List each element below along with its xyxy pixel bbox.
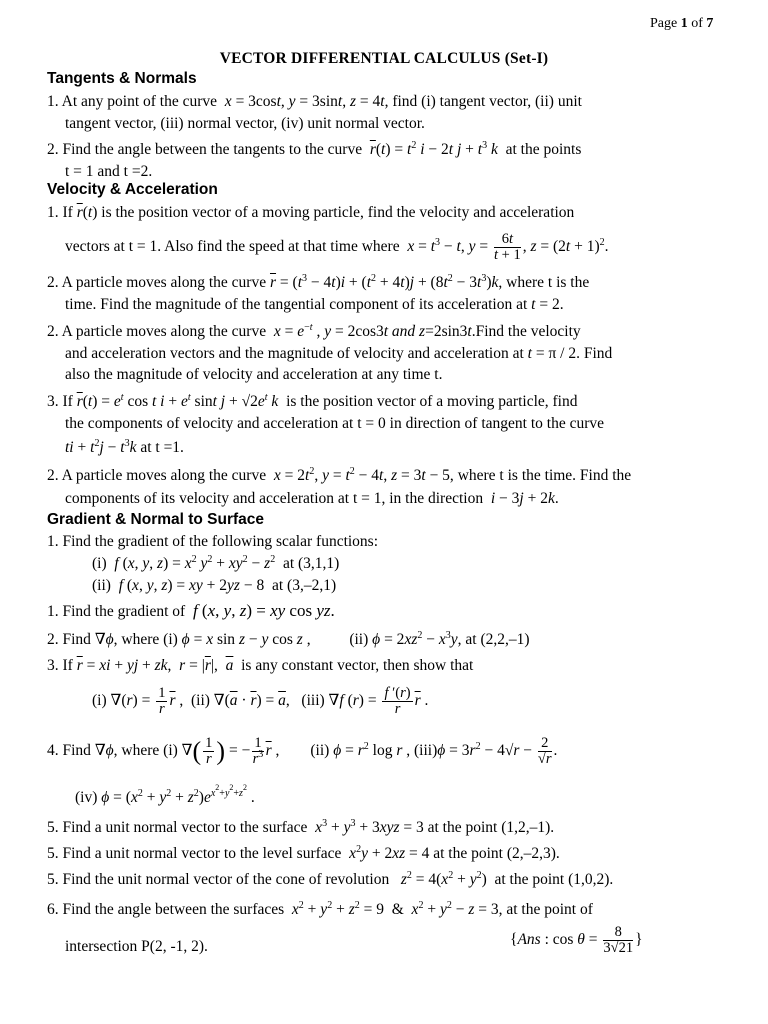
question-gradient-9: 6. Find the angle between the surfaces $x^2 + y^2 + z^2 = 9$ & $x^2 + y^2 - z = 3$, at the point of bbox=[47, 900, 593, 918]
fraction: $\frac{1}{r}$ bbox=[158, 685, 166, 717]
page-number: Page 1 of 7 bbox=[650, 16, 714, 31]
page-title: VECTOR DIFFERENTIAL CALCULUS (Set-I) bbox=[219, 50, 549, 67]
question-velocity-3-cont2: also the magnitude of velocity and acceleration at any time t. bbox=[65, 366, 443, 383]
question-gradient-1-i: (i) f (x, y, $z) = x^2$ $y^2 + xy^2 - z^2$ at (3,1,1) bbox=[92, 554, 340, 572]
question-gradient-1-ii: (ii) f (x, y, z) = xy + 2yz − 8 at (3,–2,1) bbox=[92, 577, 337, 594]
question-velocity-2-cont: time. Find the magnitude of the tangential component of its acceleration at t = 2. bbox=[65, 296, 564, 313]
fraction: $\frac{1}{r^3}$ bbox=[252, 735, 264, 767]
question-gradient-8: 5. Find the unit normal vector of the cone of revolution $z^2 = 4(x^2 + y^2)$ at the point (1,0,2). bbox=[47, 870, 614, 888]
question-gradient-3: 2. Find ∇ϕ, where (i) ϕ = x sin z − y cos z , (ii) $\phi = 2xz^2 - x^3y$, at (2,2,–1) bbox=[47, 630, 530, 648]
question-gradient-5: 4. Find ∇ϕ, where (i) ∇( $\frac{1}{r}$ ) = − $\frac{1}{r^3}$ $\overline{r}$ , (ii) $\phi = r^2$ log r , $(iii)\phi = 3r^2 - 4√r$ − $\frac{2}{√r}$ . bbox=[47, 735, 558, 767]
fraction: $\frac{8}{3√21}$ bbox=[603, 924, 634, 956]
section-heading-velocity: Velocity & Acceleration bbox=[47, 181, 218, 198]
question-gradient-9-cont: intersection P(2, -1, 2). bbox=[65, 938, 208, 955]
question-gradient-1: 1. Find the gradient of the following scalar functions: bbox=[47, 533, 379, 550]
question-gradient-2: 1. Find the gradient of f (x, y, z) = xy cos yz. bbox=[47, 601, 335, 620]
question-gradient-6: 5. Find a unit normal vector to the surface $x^3 + y^3 + 3xyz = 3$ at the point (1,2,–1). bbox=[47, 818, 555, 836]
question-gradient-7: 5. Find a unit normal vector to the level surface $x^2y + 2xz = 4$ at the point (2,–2,3). bbox=[47, 844, 560, 862]
fraction: $\frac{1}{r}$ bbox=[205, 735, 213, 767]
question-velocity-4: 3. If $\overline{r}(t) = e^t$ cos t $i + e^t$ sint $j + √2e^t$ k is the position vector of a moving particle, find bbox=[47, 392, 578, 410]
fraction: $\frac{6t}{t + 1}$ bbox=[494, 231, 521, 263]
section-heading-tangents: Tangents & Normals bbox=[47, 70, 197, 87]
question-velocity-1-cont: vectors at t = 1. Also find the speed at that time where $x = t^3 - t$, y = $\frac{6t}{t + 1}$ , $z = (2t + 1)^2$. bbox=[65, 231, 609, 263]
fraction: $\frac{f '(r)}{r}$ bbox=[384, 685, 411, 717]
question-tangent-1-cont: tangent vector, (iii) normal vector, (iv) unit normal vector. bbox=[65, 115, 425, 132]
question-gradient-5-iv: (iv) $\phi = (x^2 + y^2 + z^2)e^{x^2+y^2+z^2}$ . bbox=[75, 783, 255, 806]
question-gradient-4-parts: (i) ∇(r) = $\frac{1}{r}$ $\overline{r}$ , (ii) $\nabla(\overline{a} \cdot \overline{r}) = \overline{a}$, (iii) ∇f (r) = $\frac{f '(r)}{r}$ $\overline{r}$ . bbox=[92, 685, 429, 717]
question-tangent-2: 2. Find the angle between the tangents to the curve $\overline{r}(t) = t^2$ i − 2t $j + t^3$ k at the points bbox=[47, 140, 582, 158]
question-velocity-3: 2. A particle moves along the curve $x = e^{-t}$ , y = 2cos3t and z=2sin3t.Find the velocity bbox=[47, 322, 581, 340]
question-velocity-1: 1. If $\overline{r}(t)$ is the position vector of a moving particle, find the velocity and acceleration bbox=[47, 204, 575, 221]
section-heading-gradient: Gradient & Normal to Surface bbox=[47, 511, 265, 528]
question-tangent-2-cont: t = 1 and t =2. bbox=[65, 163, 153, 180]
fraction: $\frac{2}{√r}$ bbox=[537, 735, 552, 767]
question-velocity-5: 2. A particle moves along the curve $x = 2t^2$, $y = t^2 - 4t$, z = 3t − 5, where t is the time. Find the bbox=[47, 466, 632, 484]
question-velocity-5-cont: components of its velocity and acceleration at t = 1, in the direction i − 3j + 2k. bbox=[65, 490, 559, 507]
question-velocity-4-cont: the components of velocity and acceleration at t = 0 in direction of tangent to the curve bbox=[65, 415, 604, 432]
question-velocity-2: 2. A particle moves along the curve $\overline{r} = (t^3 - 4t)i + (t^2 + 4t)j + (8t^2 - 3t^3)k$, where t is the bbox=[47, 273, 590, 291]
question-velocity-3-cont: and acceleration vectors and the magnitude of velocity and acceleration at t = π / 2. Find bbox=[65, 345, 613, 362]
question-tangent-1: 1. At any point of the curve x = 3cost, y = 3sint, z = 4t, find (i) tangent vector, (ii) unit bbox=[47, 93, 582, 110]
question-velocity-4-cont2: ti + $t^2j - t^3k$ at t =1. bbox=[65, 438, 184, 456]
question-gradient-4: 3. If $\overline{r}$ = xi + yj + zk, $r = |\overline{r}|$, $\overline{a}$ is any constant vector, then show that bbox=[47, 657, 474, 674]
answer: {Ans : cos θ = $\frac{8}{3√21}$ } bbox=[510, 924, 643, 956]
